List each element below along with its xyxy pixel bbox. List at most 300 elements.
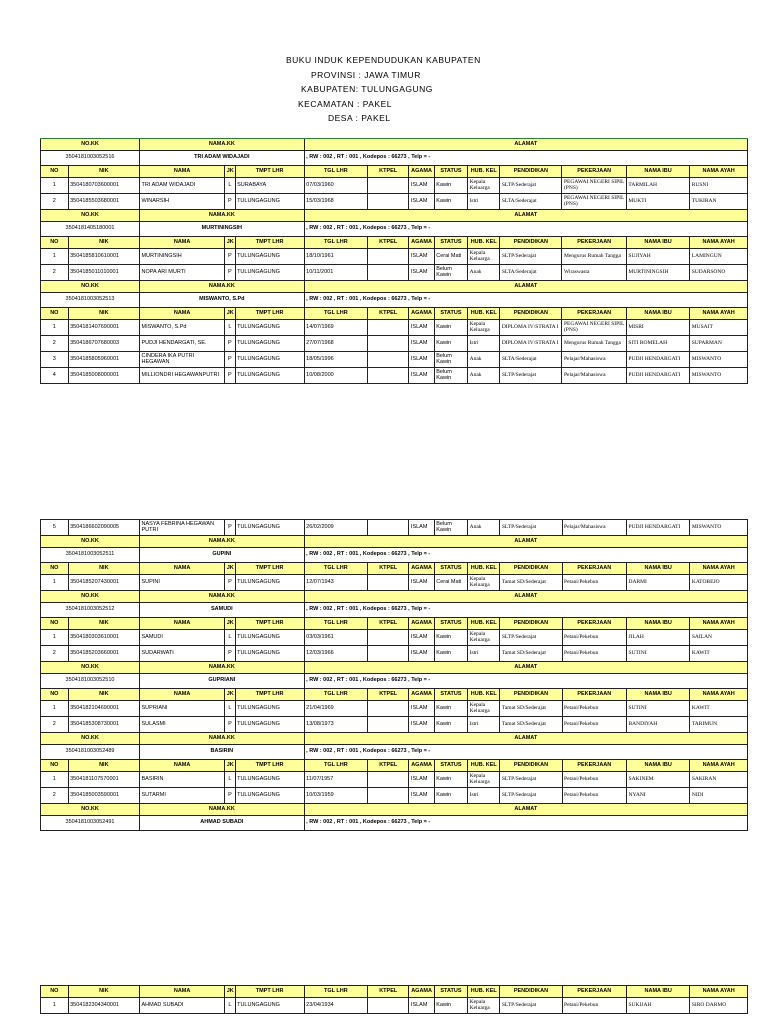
member-hub-cell: Anak: [468, 520, 500, 536]
col-nik-header: NIK: [68, 760, 139, 772]
col-no-header: NO: [41, 308, 69, 320]
col-nik-header: NIK: [68, 986, 139, 998]
nama-kk-value: MURTININGSIH: [140, 222, 305, 237]
family-table-page-3: [40, 985, 748, 1014]
nama-kk-value: GUPRIANI: [140, 674, 305, 689]
member-tmpt-cell: TULUNGAGUNG: [235, 194, 304, 210]
member-nik-cell: 3504182304340001: [68, 998, 139, 1014]
ktpel-cell: [367, 998, 408, 1014]
col-agama-header: AGAMA: [409, 237, 434, 249]
member-status-cell: Kawin: [434, 178, 467, 194]
col-status-header: STATUS: [434, 986, 467, 998]
member-hub-cell: Kepala Keluarga: [468, 998, 500, 1014]
member-ayah-cell: SUDARSONO: [690, 265, 748, 281]
alamat-label: ALAMAT: [304, 662, 747, 674]
col-no-header: NO: [41, 237, 69, 249]
col-nama-ayah-header: NAMA AYAH: [690, 618, 748, 630]
member-status-cell: Kawin: [434, 320, 467, 336]
member-nik-cell: 3504181107570001: [68, 772, 139, 788]
col-jk-header: JK: [225, 563, 235, 575]
kk-value-row: [41, 222, 748, 237]
member-hub-cell: Anak: [468, 352, 500, 368]
col-nama-ibu-header: NAMA IBU: [626, 166, 689, 178]
col-nama-header: NAMA: [140, 618, 225, 630]
kk-value-row: [41, 745, 748, 760]
member-agama-cell: ISLAM: [409, 265, 434, 281]
alamat-value: , RW : 002 , RT : 001 , Kodepos : 66273 , Telp = -: [304, 603, 747, 618]
member-nama-cell: MILLIONDRI HEGAWANPUTRI: [140, 368, 225, 384]
col-ktpel-header: KTPEL: [367, 237, 408, 249]
member-ibu-cell: SUTINI: [627, 701, 690, 717]
member-hub-cell: Kepala Keluarga: [468, 772, 500, 788]
col-nama-header: NAMA: [140, 563, 225, 575]
ktpel-cell: [367, 788, 408, 804]
col-status-header: STATUS: [434, 760, 467, 772]
member-jk-cell: P: [225, 265, 235, 281]
member-pend-cell: SLTP/Sederajat: [500, 998, 562, 1014]
col-jk-header: JK: [225, 986, 235, 998]
member-ayah-cell: TARIMUN: [690, 717, 748, 733]
col-nama-ayah-header: NAMA AYAH: [690, 166, 748, 178]
member-ayah-cell: LAMINGUN: [690, 249, 748, 265]
col-status-header: STATUS: [434, 308, 467, 320]
member-ayah-cell: SIRO DARMO: [690, 998, 748, 1014]
col-pendidikan-header: PENDIDIKAN: [500, 689, 562, 701]
ktpel-cell: [367, 575, 408, 591]
col-tgl-lhr-header: TGL LHR: [304, 237, 367, 249]
member-status-cell: Kawin: [434, 998, 467, 1014]
col-nik-header: NIK: [68, 166, 139, 178]
member-tmpt-cell: TULUNGAGUNG: [235, 352, 304, 368]
member-jk-cell: P: [225, 352, 235, 368]
member-pek-cell: Wiraswasta: [562, 265, 626, 281]
alamat-value: , RW : 002 , RT : 001 , Kodepos : 66273 , Telp = -: [304, 816, 747, 831]
col-nik-header: NIK: [68, 237, 139, 249]
member-pend-cell: SLTP/Sederajat: [500, 178, 562, 194]
member-status-cell: Kawin: [434, 630, 467, 646]
ktpel-cell: [367, 368, 408, 384]
member-ibu-cell: MURTININGSIH: [626, 265, 689, 281]
no-kk-label: NO.KK: [41, 662, 140, 674]
member-tmpt-cell: TULUNGAGUNG: [235, 701, 304, 717]
member-header-row: [41, 308, 748, 320]
col-pekerjaan-header: PEKERJAAN: [562, 563, 626, 575]
member-row: [41, 368, 748, 384]
col-nama-ibu-header: NAMA IBU: [627, 689, 690, 701]
member-ayah-cell: NIDI: [690, 788, 748, 804]
member-no-cell: 1: [41, 178, 69, 194]
col-no-header: NO: [41, 563, 69, 575]
col-hub-kel-header: HUB. KEL: [468, 689, 500, 701]
no-kk-value: 3504181003052510: [41, 674, 140, 689]
member-tmpt-cell: TULUNGAGUNG: [235, 717, 304, 733]
no-kk-value: 3504181003052516: [41, 151, 140, 166]
col-agama-header: AGAMA: [409, 986, 434, 998]
nama-kk-label: NAMA.KK: [140, 733, 305, 745]
member-ayah-cell: SUPARMAN: [690, 336, 748, 352]
member-pek-cell: Petani/Pekebun: [562, 575, 626, 591]
member-no-cell: 2: [41, 194, 69, 210]
alamat-label: ALAMAT: [304, 804, 747, 816]
member-nama-cell: TRI ADAM WIDAJADI: [140, 178, 225, 194]
member-hub-cell: Kepala Keluarga: [468, 320, 500, 336]
alamat-label: ALAMAT: [304, 733, 747, 745]
member-status-cell: Belum Kawin: [434, 368, 467, 384]
member-pend-cell: SLTA/Sederajat: [500, 194, 562, 210]
col-no-header: NO: [41, 760, 69, 772]
member-hub-cell: Kepala Keluarga: [468, 630, 500, 646]
no-kk-label: NO.KK: [41, 804, 140, 816]
member-ayah-cell: MISWANTO: [690, 520, 748, 536]
member-nama-cell: SAMUDI: [140, 630, 225, 646]
kk-header-row: [41, 591, 748, 603]
member-tgl-cell: 18/10/1961: [304, 249, 367, 265]
table-top-border: [40, 138, 748, 139]
member-nama-cell: CINDERA IKA PUTRI HEGAWAN: [140, 352, 225, 368]
member-row: [41, 249, 748, 265]
member-hub-cell: Istri: [468, 646, 500, 662]
member-ayah-cell: MUSAIT: [690, 320, 748, 336]
col-jk-header: JK: [225, 308, 235, 320]
nama-kk-value: TRI ADAM WIDAJADI: [140, 151, 305, 166]
col-nama-ayah-header: NAMA AYAH: [690, 986, 748, 998]
member-header-row: [41, 166, 748, 178]
member-row: [41, 194, 748, 210]
family-table-page-1: [40, 138, 748, 384]
member-nama-cell: MURTININGSIH: [140, 249, 225, 265]
ktpel-cell: [367, 194, 408, 210]
member-status-cell: Cerai Mati: [434, 249, 467, 265]
member-pend-cell: SLTP/Sederajat: [500, 368, 562, 384]
no-kk-label: NO.KK: [41, 536, 140, 548]
member-nik-cell: 3504185810610001: [68, 249, 139, 265]
member-tgl-cell: 10/03/1959: [304, 788, 367, 804]
col-tgl-lhr-header: TGL LHR: [304, 689, 367, 701]
member-header-row: [41, 237, 748, 249]
kk-value-row: [41, 151, 748, 166]
member-pek-cell: PEGAWAI NEGERI SIPIL (PNS): [562, 320, 626, 336]
col-nama-ayah-header: NAMA AYAH: [690, 689, 748, 701]
member-tmpt-cell: TULUNGAGUNG: [235, 772, 304, 788]
member-nik-cell: 3504185805960001: [68, 352, 139, 368]
member-pend-cell: SLTA/Sederajat: [500, 265, 562, 281]
member-agama-cell: ISLAM: [409, 352, 434, 368]
col-tgl-lhr-header: TGL LHR: [304, 563, 367, 575]
member-hub-cell: Kepala Keluarga: [468, 249, 500, 265]
member-status-cell: Belum Kawin: [434, 520, 467, 536]
member-pend-cell: DIPLOMA IV/STRATA I: [500, 320, 562, 336]
no-kk-value: 3504181003052511: [41, 548, 140, 563]
member-pek-cell: Pelajar/Mahasiswa: [562, 368, 626, 384]
member-no-cell: 2: [41, 788, 69, 804]
col-agama-header: AGAMA: [409, 166, 434, 178]
member-agama-cell: ISLAM: [409, 520, 434, 536]
ktpel-cell: [367, 336, 408, 352]
col-no-header: NO: [41, 689, 69, 701]
member-ayah-cell: MISWANTO: [690, 368, 748, 384]
member-hub-cell: Istri: [468, 336, 500, 352]
member-jk-cell: P: [225, 194, 235, 210]
member-pek-cell: Petani/Pekebun: [562, 788, 626, 804]
member-jk-cell: P: [225, 368, 235, 384]
col-jk-header: JK: [225, 618, 235, 630]
kk-value-row: [41, 293, 748, 308]
member-no-cell: 1: [41, 320, 69, 336]
member-pend-cell: Tamat SD/Sederajat: [500, 701, 562, 717]
member-jk-cell: L: [225, 178, 235, 194]
header-district: KECAMATAN : PAKEL: [298, 99, 392, 109]
member-row: [41, 772, 748, 788]
ktpel-cell: [367, 646, 408, 662]
col-hub-kel-header: HUB. KEL: [468, 760, 500, 772]
col-agama-header: AGAMA: [409, 689, 434, 701]
col-nama-header: NAMA: [140, 308, 225, 320]
member-row: [41, 352, 748, 368]
nama-kk-label: NAMA.KK: [140, 139, 305, 151]
member-nama-cell: PUDJI HENDARGATI, SE.: [140, 336, 225, 352]
member-ibu-cell: SUKIJAH: [627, 998, 690, 1014]
no-kk-value: 3504181003052489: [41, 745, 140, 760]
col-nama-ayah-header: NAMA AYAH: [690, 563, 748, 575]
col-tmpt-lhr-header: TMPT LHR: [235, 986, 304, 998]
no-kk-label: NO.KK: [41, 210, 140, 222]
member-jk-cell: L: [225, 320, 235, 336]
col-jk-header: JK: [225, 760, 235, 772]
member-nik-cell: 3504180303610001: [68, 630, 139, 646]
alamat-label: ALAMAT: [304, 536, 747, 548]
member-tgl-cell: 18/05/1996: [304, 352, 367, 368]
alamat-label: ALAMAT: [304, 139, 747, 151]
col-pendidikan-header: PENDIDIKAN: [500, 563, 562, 575]
col-nik-header: NIK: [68, 618, 139, 630]
col-tgl-lhr-header: TGL LHR: [304, 760, 367, 772]
col-pendidikan-header: PENDIDIKAN: [500, 308, 562, 320]
member-pend-cell: SLTP/Sederajat: [500, 788, 562, 804]
member-pek-cell: Petani/Pekebun: [562, 701, 626, 717]
alamat-value: , RW : 002 , RT : 001 , Kodepos : 66273 , Telp = -: [304, 222, 747, 237]
member-tgl-cell: 26/02/2009: [304, 520, 367, 536]
col-pekerjaan-header: PEKERJAAN: [562, 760, 626, 772]
member-no-cell: 2: [41, 265, 69, 281]
no-kk-value: 3504181003052512: [41, 603, 140, 618]
nama-kk-label: NAMA.KK: [140, 536, 305, 548]
member-tgl-cell: 14/07/1969: [304, 320, 367, 336]
member-nik-cell: 3504185008000001: [68, 368, 139, 384]
member-jk-cell: P: [225, 520, 235, 536]
kk-header-row: [41, 804, 748, 816]
no-kk-label: NO.KK: [41, 591, 140, 603]
alamat-value: , RW : 002 , RT : 001 , Kodepos : 66273 , Telp = -: [304, 548, 747, 563]
member-nama-cell: AHMAD SUBADI: [140, 998, 225, 1014]
member-nama-cell: SUPINI: [140, 575, 225, 591]
col-nama-header: NAMA: [140, 166, 225, 178]
member-nik-cell: 3504185003590001: [68, 788, 139, 804]
ktpel-cell: [367, 630, 408, 646]
col-nama-ibu-header: NAMA IBU: [627, 563, 690, 575]
kk-header-row: [41, 139, 748, 151]
header-province: PROVINSI : JAWA TIMUR: [311, 70, 421, 80]
nama-kk-value: BASIRIN: [140, 745, 305, 760]
member-pek-cell: Mengurus Rumah Tangga: [562, 336, 626, 352]
col-pendidikan-header: PENDIDIKAN: [500, 618, 562, 630]
col-status-header: STATUS: [434, 237, 467, 249]
col-hub-kel-header: HUB. KEL: [468, 618, 500, 630]
member-ayah-cell: SAILAN: [690, 630, 748, 646]
member-row: [41, 998, 748, 1014]
member-pek-cell: Petani/Pekebun: [562, 646, 626, 662]
member-tmpt-cell: TULUNGAGUNG: [235, 249, 304, 265]
nama-kk-label: NAMA.KK: [140, 591, 305, 603]
col-status-header: STATUS: [434, 689, 467, 701]
member-hub-cell: Kepala Keluarga: [468, 701, 500, 717]
member-hub-cell: Anak: [468, 265, 500, 281]
member-ibu-cell: SUTINI: [627, 646, 690, 662]
col-tgl-lhr-header: TGL LHR: [304, 986, 367, 998]
col-nama-header: NAMA: [140, 986, 225, 998]
member-status-cell: Kawin: [434, 701, 467, 717]
member-pend-cell: DIPLOMA IV/STRATA I: [500, 336, 562, 352]
col-hub-kel-header: HUB. KEL: [468, 237, 500, 249]
member-agama-cell: ISLAM: [409, 178, 434, 194]
member-nama-cell: SUPRIANI: [140, 701, 225, 717]
member-pek-cell: Pelajar/Mahasiswa: [562, 352, 626, 368]
col-ktpel-header: KTPEL: [367, 689, 408, 701]
member-status-cell: Belum Kawin: [434, 265, 467, 281]
member-ibu-cell: SUJIYAH: [626, 249, 689, 265]
member-row: [41, 178, 748, 194]
col-pekerjaan-header: PEKERJAAN: [562, 237, 626, 249]
ktpel-cell: [367, 701, 408, 717]
member-nik-cell: 3504185207430001: [68, 575, 139, 591]
col-ktpel-header: KTPEL: [367, 563, 408, 575]
alamat-label: ALAMAT: [304, 281, 747, 293]
alamat-label: ALAMAT: [304, 591, 747, 603]
family-table-page-2: [40, 519, 748, 831]
col-no-header: NO: [41, 166, 69, 178]
col-ktpel-header: KTPEL: [367, 166, 408, 178]
member-ibu-cell: PUDJI HENDARGATI: [627, 520, 690, 536]
no-kk-label: NO.KK: [41, 139, 140, 151]
member-agama-cell: ISLAM: [409, 630, 434, 646]
member-tmpt-cell: TULUNGAGUNG: [235, 520, 304, 536]
col-nama-ayah-header: NAMA AYAH: [690, 760, 748, 772]
member-ayah-cell: SAKIRAN: [690, 772, 748, 788]
member-tgl-cell: 21/04/1969: [304, 701, 367, 717]
member-tmpt-cell: TULUNGAGUNG: [235, 320, 304, 336]
member-nik-cell: 3504185503680001: [68, 194, 139, 210]
member-row: [41, 575, 748, 591]
nama-kk-value: SAMUDI: [140, 603, 305, 618]
member-ayah-cell: RUSNI: [690, 178, 748, 194]
member-header-row: [41, 689, 748, 701]
member-nama-cell: BASIRIN: [140, 772, 225, 788]
member-pek-cell: Pelajar/Mahasiswa: [562, 520, 626, 536]
col-jk-header: JK: [225, 689, 235, 701]
col-jk-header: JK: [225, 166, 235, 178]
col-pekerjaan-header: PEKERJAAN: [562, 308, 626, 320]
kk-header-row: [41, 662, 748, 674]
member-nama-cell: SULASMI: [140, 717, 225, 733]
col-ktpel-header: KTPEL: [367, 760, 408, 772]
col-no-header: NO: [41, 618, 69, 630]
member-tgl-cell: 10/08/2000: [304, 368, 367, 384]
member-ayah-cell: TUKIRAN: [690, 194, 748, 210]
col-nama-header: NAMA: [140, 689, 225, 701]
member-pend-cell: Tamat SD/Sederajat: [500, 575, 562, 591]
col-nama-ibu-header: NAMA IBU: [626, 308, 689, 320]
member-tmpt-cell: TULUNGAGUNG: [235, 630, 304, 646]
member-nik-cell: 3504185308730001: [68, 717, 139, 733]
member-tgl-cell: 12/03/1966: [304, 646, 367, 662]
member-ibu-cell: BANDIYAH: [627, 717, 690, 733]
member-jk-cell: L: [225, 998, 235, 1014]
member-hub-cell: Kepala Keluarga: [468, 178, 500, 194]
member-jk-cell: P: [225, 646, 235, 662]
member-agama-cell: ISLAM: [409, 336, 434, 352]
member-pend-cell: SLTP/Sederajat: [500, 630, 562, 646]
ktpel-cell: [367, 772, 408, 788]
member-hub-cell: Istri: [468, 717, 500, 733]
ktpel-cell: [367, 520, 408, 536]
col-pekerjaan-header: PEKERJAAN: [562, 618, 626, 630]
col-pendidikan-header: PENDIDIKAN: [500, 166, 562, 178]
member-ibu-cell: JILAH: [627, 630, 690, 646]
member-pek-cell: PEGAWAI NEGERI SIPIL (PNS): [562, 194, 626, 210]
col-nama-ayah-header: NAMA AYAH: [690, 308, 748, 320]
no-kk-value: 3504181405180001: [41, 222, 140, 237]
member-tgl-cell: 27/07/1968: [304, 336, 367, 352]
col-tmpt-lhr-header: TMPT LHR: [235, 760, 304, 772]
nama-kk-label: NAMA.KK: [140, 662, 305, 674]
alamat-value: , RW : 002 , RT : 001 , Kodepos : 66273 , Telp = -: [304, 151, 747, 166]
no-kk-value: 3504181003052491: [41, 816, 140, 831]
member-tgl-cell: 11/07/1957: [304, 772, 367, 788]
col-tmpt-lhr-header: TMPT LHR: [235, 237, 304, 249]
member-nik-cell: 3504180703600001: [68, 178, 139, 194]
member-no-cell: 2: [41, 717, 69, 733]
col-tmpt-lhr-header: TMPT LHR: [235, 689, 304, 701]
kk-header-row: [41, 210, 748, 222]
header-regency: KABUPATEN: TULUNGAGUNG: [301, 84, 433, 94]
member-pek-cell: PEGAWAI NEGERI SIPIL (PNS): [562, 178, 626, 194]
member-pek-cell: Petani/Pekebun: [562, 717, 626, 733]
col-no-header: NO: [41, 986, 69, 998]
kk-header-row: [41, 536, 748, 548]
ktpel-cell: [367, 178, 408, 194]
ktpel-cell: [367, 717, 408, 733]
member-status-cell: Kawin: [434, 772, 467, 788]
member-nama-cell: NASYA FEBRINA HEGAWAN PUTRI: [140, 520, 225, 536]
member-agama-cell: ISLAM: [409, 575, 434, 591]
member-no-cell: 1: [41, 575, 69, 591]
member-no-cell: 5: [41, 520, 69, 536]
member-no-cell: 1: [41, 772, 69, 788]
member-ibu-cell: NYANI: [627, 788, 690, 804]
member-ibu-cell: DARMI: [627, 575, 690, 591]
col-pendidikan-header: PENDIDIKAN: [500, 986, 562, 998]
col-tmpt-lhr-header: TMPT LHR: [235, 618, 304, 630]
member-row: [41, 630, 748, 646]
member-jk-cell: L: [225, 701, 235, 717]
member-agama-cell: ISLAM: [409, 368, 434, 384]
ktpel-cell: [367, 249, 408, 265]
member-ibu-cell: PUDJI HENDARGATI: [626, 368, 689, 384]
kk-value-row: [41, 674, 748, 689]
member-ibu-cell: PUDJI HENDARGATI: [626, 352, 689, 368]
member-no-cell: 1: [41, 249, 69, 265]
member-row: [41, 520, 748, 536]
member-pend-cell: SLTP/Sederajat: [500, 772, 562, 788]
